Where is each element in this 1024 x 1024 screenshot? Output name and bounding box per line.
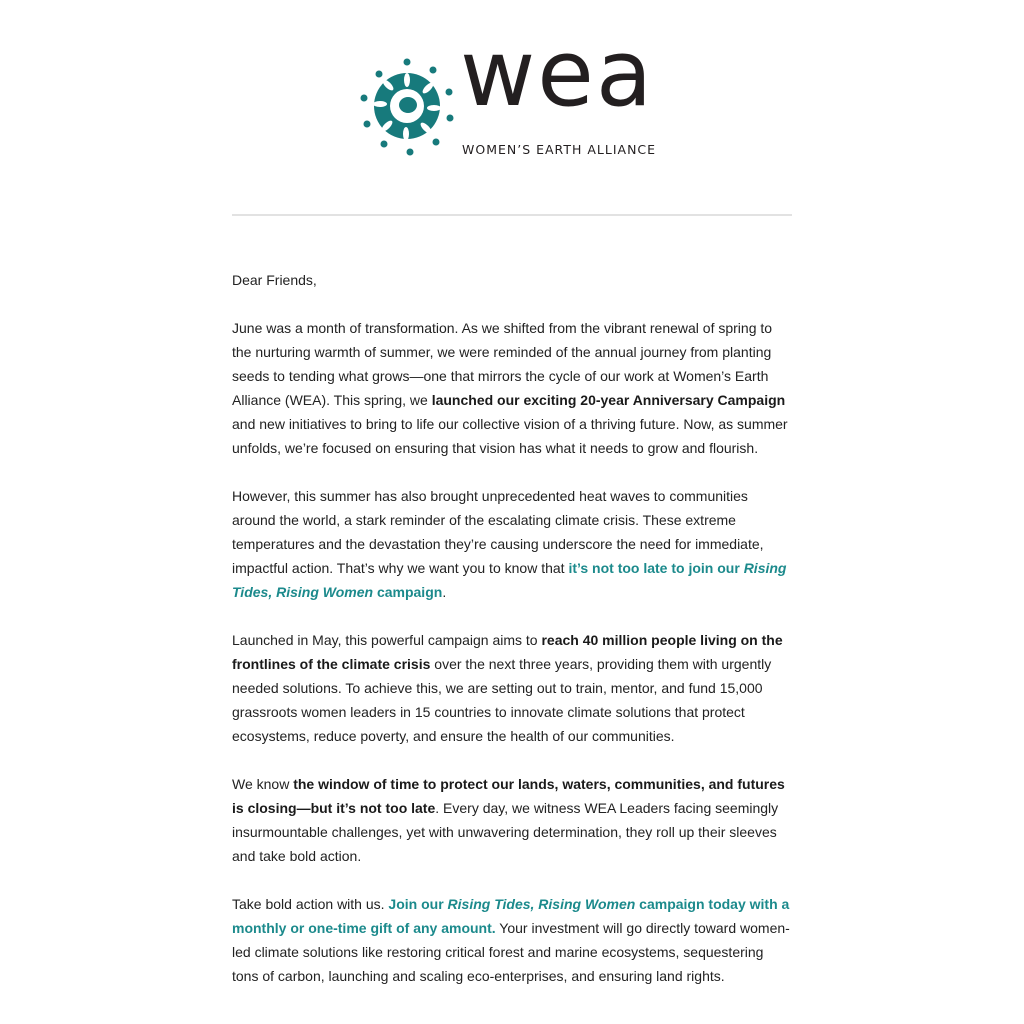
text: over the next three years, providing them with urgently needed solutions. To achieve this, we are setting out to train, mentor, and fund 15,000 grassroots women leaders in 15 countries to innovate climate solutions that protect ecosystems, reduce poverty, and ensure the health of our communities. (232, 656, 772, 744)
text: However, this summer has also brought unprecedented heat waves to communities around the world, a stark reminder of the escalating climate crisis. These extreme temperatures and the devastation they’re causing underscore the need for immediate, impactful action. That’s why we want you to know that (232, 488, 764, 576)
logo-wordmark: wea (460, 20, 655, 127)
text: Launched in May, this powerful campaign aims to (232, 632, 542, 648)
bold-text: reach 40 million people living on the frontlines of the climate crisis (232, 632, 783, 672)
bold-text: the window of time to protect our lands, waters, communities, and futures is closing—but it’s not too late (232, 776, 785, 816)
text: June was a month of transformation. As we shifted from the vibrant renewal of spring to the nurturing warmth of summer, we were reminded of the annual journey from planting seeds to tending what grows—one that mirrors the cycle of our work at Women’s Earth Alliance (WEA). This spring, we (232, 320, 773, 408)
wea-emblem-icon (360, 56, 456, 156)
text: We know (232, 776, 294, 792)
logo-tagline: WOMEN’S EARTH ALLIANCE (462, 142, 657, 157)
donate-link[interactable]: Join our Rising Tides, Rising Women campaign today with a monthly or one-time gift of any amount. (232, 896, 790, 936)
text: . (442, 584, 447, 600)
paragraph-donate (232, 892, 792, 988)
header-logo[interactable] (232, 0, 792, 216)
paragraph-campaign (232, 628, 792, 748)
text: and new initiatives to bring to life our collective vision of a thriving future. Now, as summer unfolds, we’re focused on ensuring that vision has what it needs to grow and flourish. (232, 416, 788, 456)
paragraph-window (232, 772, 792, 868)
text: Take bold action with us. (232, 896, 389, 912)
text: . Every day, we witness WEA Leaders facing seemingly insurmountable challenges, yet with unwavering determination, they roll up their sleeves and take bold action. (232, 800, 779, 864)
paragraph-heat-waves (232, 484, 792, 604)
campaign-link[interactable]: it’s not too late to join our Rising Tides, Rising Women campaign (232, 560, 787, 600)
text: Your investment will go directly toward women-led climate solutions like restoring critical forest and marine ecosystems, sequestering tons of carbon, launching and scaling eco-enterprises, and ensuring land rights. (232, 920, 790, 984)
email-body (232, 216, 792, 988)
greeting: Dear Friends, (232, 272, 317, 288)
paragraph-intro (232, 316, 792, 460)
email-container (232, 0, 792, 988)
bold-text: launched our exciting 20-year Anniversary Campaign (431, 392, 786, 408)
